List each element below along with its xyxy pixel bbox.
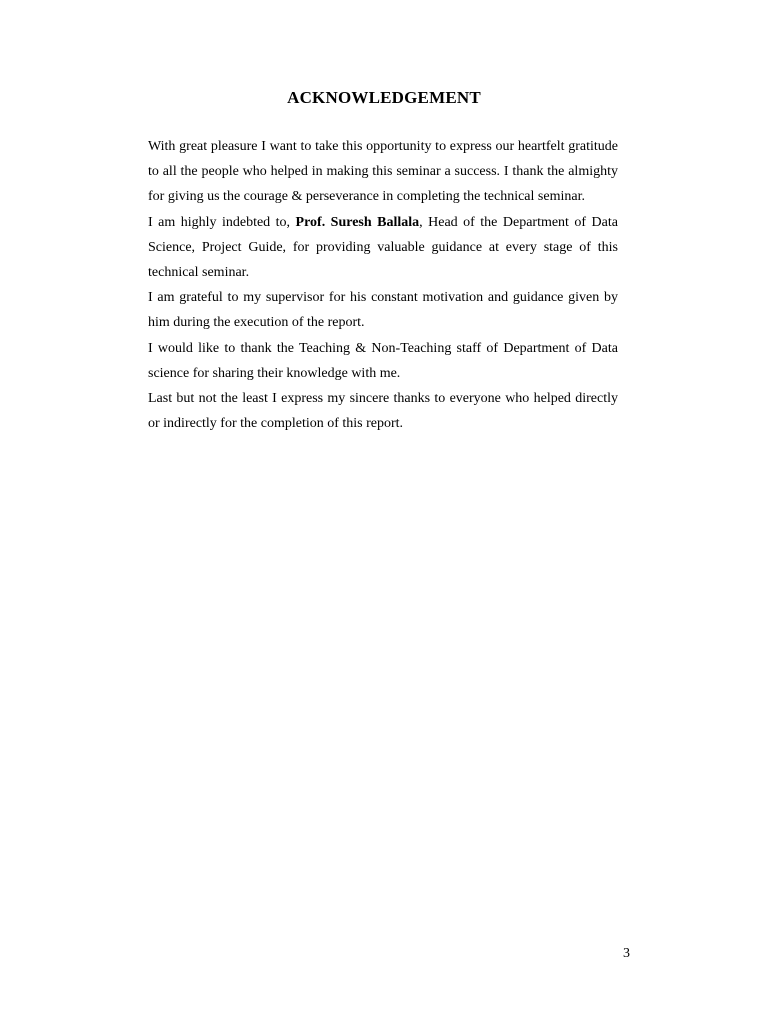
paragraph-guide-rest: , Head of the Department of Data Science, Project Guide, for providing valuable guidance at every stage of this technical seminar.: [148, 214, 618, 281]
page-number: 3: [623, 946, 630, 961]
guide-name: Prof. Suresh Ballala: [295, 214, 420, 230]
paragraph-supervisor: I am grateful to my supervisor for his constant motivation and guidance given by him during the execution of the report.: [148, 290, 618, 331]
paragraph-staff: I would like to thank the Teaching & Non-Teaching staff of Department of Data science for sharing their knowledge with me.: [148, 340, 618, 381]
paragraph-guide: [148, 210, 618, 286]
paragraph-closing: Last but not the least I express my sincere thanks to everyone who helped directly or indirectly for the completion of this report.: [148, 391, 618, 432]
paragraph-gratitude: With great pleasure I want to take this opportunity to express our heartfelt gratitude to all the people who helped in making this seminar a success. I thank the almighty for giving us the courage & perseverance in completing the technical seminar.: [148, 139, 618, 205]
acknowledgement-body: [148, 134, 618, 436]
page-title: ACKNOWLEDGEMENT: [287, 88, 481, 107]
paragraph-guide-intro: I am highly indebted to,: [148, 214, 296, 230]
